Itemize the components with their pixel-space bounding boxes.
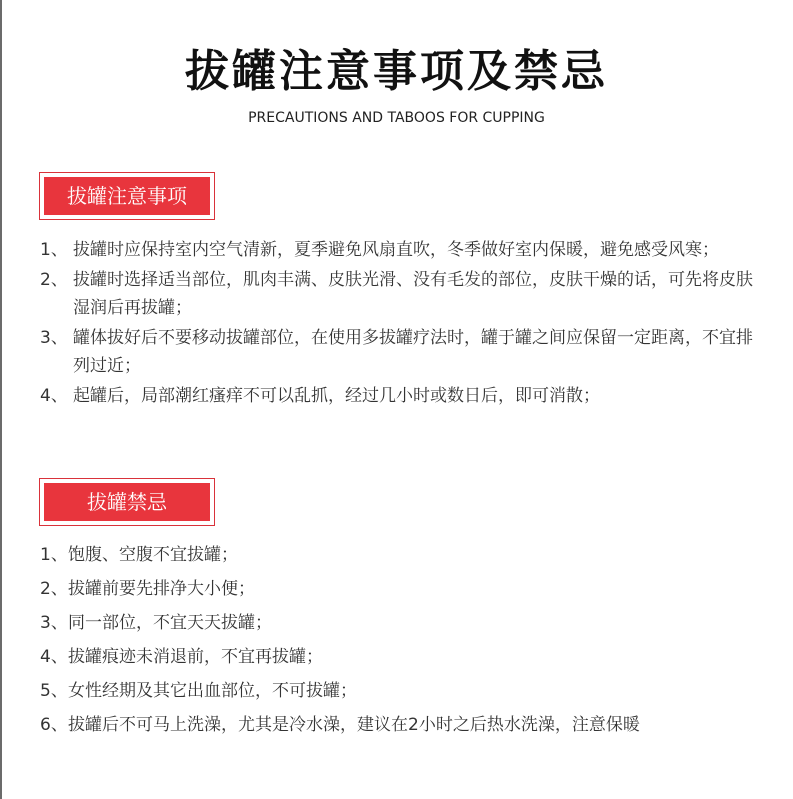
page-title: 拔罐注意事项及禁忌	[185, 46, 608, 97]
page-subtitle: PRECAUTIONS AND TABOOS FOR CUPPING	[248, 110, 545, 126]
list-item	[40, 266, 753, 322]
taboos-list	[40, 542, 753, 746]
taboos-heading: 拔罐禁忌	[44, 483, 210, 521]
item-number: 4、	[40, 647, 68, 667]
item-number: 6、	[40, 715, 68, 735]
item-text: 拔罐前要先排净大小便；	[68, 579, 255, 599]
list-item	[40, 324, 753, 380]
taboos-heading-box	[39, 478, 215, 526]
item-text: 同一部位，不宜天天拔罐；	[68, 613, 272, 633]
item-text: 女性经期及其它出血部位，不可拔罐；	[68, 681, 357, 701]
item-text: 饱腹、空腹不宜拔罐；	[68, 545, 238, 565]
item-text: 拔罐时选择适当部位，肌肉丰满、皮肤光滑、没有毛发的部位，皮肤干燥的话，可先将皮肤湿润后再拔罐；	[73, 270, 753, 318]
item-number: 5、	[40, 681, 68, 701]
list-item	[40, 610, 753, 636]
list-item	[40, 382, 753, 410]
item-text: 拔罐后不可马上洗澡，尤其是冷水澡，建议在2小时之后热水洗澡，注意保暖	[68, 715, 640, 735]
precautions-heading-box	[39, 172, 215, 220]
list-item	[40, 542, 753, 568]
precautions-heading: 拔罐注意事项	[44, 177, 210, 215]
precautions-list	[40, 236, 753, 412]
item-number: 3、	[40, 613, 68, 633]
item-text: 起罐后，局部潮红瘙痒不可以乱抓，经过几小时或数日后，即可消散；	[73, 386, 600, 406]
item-number: 1、	[40, 240, 68, 260]
item-text: 罐体拔好后不要移动拔罐部位，在使用多拔罐疗法时，罐于罐之间应保留一定距离，不宜排列过近；	[73, 328, 753, 376]
list-item	[40, 236, 753, 264]
item-number: 1、	[40, 545, 68, 565]
item-text: 拔罐时应保持室内空气清新，夏季避免风扇直吹，冬季做好室内保暖，避免感受风寒；	[73, 240, 719, 260]
list-item	[40, 576, 753, 602]
item-text: 拔罐痕迹未消退前，不宜再拔罐；	[68, 647, 323, 667]
item-number: 2、	[40, 579, 68, 599]
item-number: 2、	[40, 270, 68, 290]
item-number: 4、	[40, 386, 68, 406]
list-item	[40, 644, 753, 670]
item-number: 3、	[40, 328, 68, 348]
list-item	[40, 712, 753, 738]
list-item	[40, 678, 753, 704]
